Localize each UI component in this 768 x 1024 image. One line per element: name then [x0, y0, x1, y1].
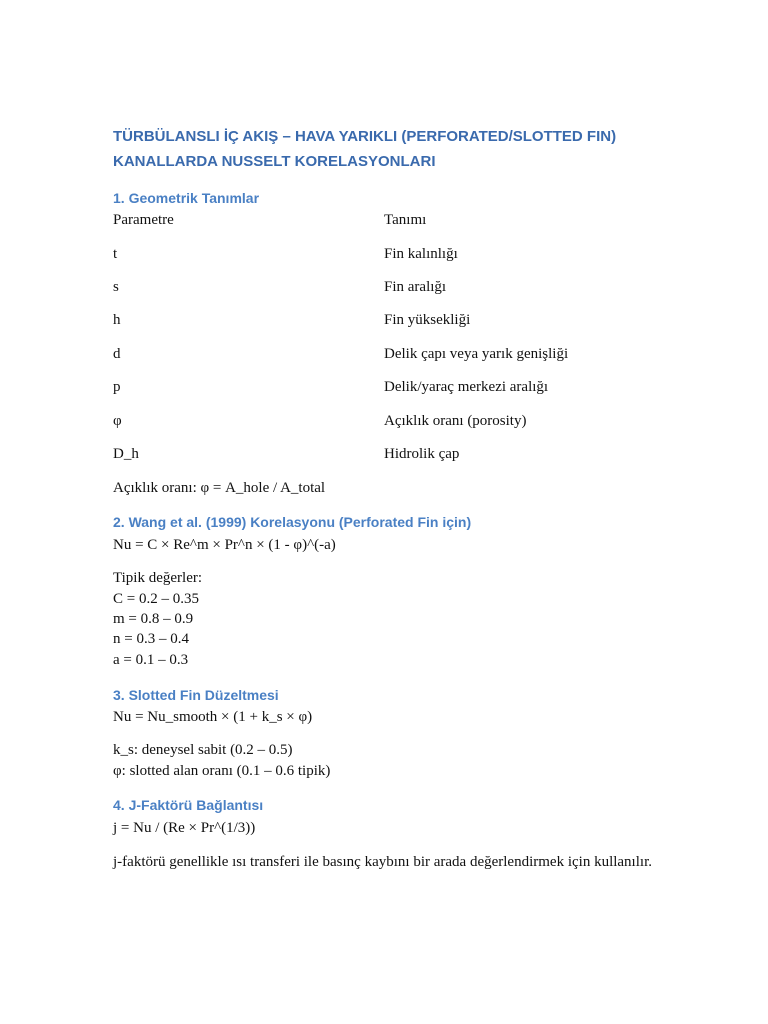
j-factor-formula: j = Nu / (Re × Pr^(1/3)): [113, 820, 256, 836]
typical-value: m = 0.8 – 0.9: [113, 611, 194, 627]
table-cell-definition: Açıklık oranı (porosity): [384, 413, 527, 429]
title-line-1: TÜRBÜLANSLI İÇ AKIŞ – HAVA YARIKLI (PERFORATED/SLOTTED FIN): [113, 128, 617, 145]
table-cell-definition: Hidrolik çap: [384, 446, 460, 462]
typical-value: C = 0.2 – 0.35: [113, 591, 199, 607]
table-cell-definition: Delik/yaraç merkezi aralığı: [384, 379, 549, 395]
section-1-heading: 1. Geometrik Tanımlar: [113, 190, 260, 206]
section-4-heading: 4. J-Faktörü Bağlantısı: [113, 797, 264, 813]
ks-definition: k_s: deneysel sabit (0.2 – 0.5): [113, 742, 293, 758]
porosity-note: Açıklık oranı: φ = A_hole / A_total: [113, 480, 326, 496]
table-cell-param: t: [113, 246, 118, 262]
typical-value: n = 0.3 – 0.4: [113, 631, 189, 647]
document-title: [113, 124, 616, 174]
table-cell-param: s: [113, 279, 119, 295]
phi-definition: φ: slotted alan oranı (0.1 – 0.6 tipik): [113, 763, 331, 779]
table-cell-definition: Fin kalınlığı: [384, 246, 458, 262]
table-header-definition: Tanımı: [384, 212, 427, 228]
table-cell-param: h: [113, 312, 121, 328]
table-cell-definition: Fin aralığı: [384, 279, 447, 295]
table-header-parameter: Parametre: [113, 212, 174, 228]
slotted-formula: Nu = Nu_smooth × (1 + k_s × φ): [113, 709, 313, 725]
table-cell-definition: Delik çapı veya yarık genişliği: [384, 346, 569, 362]
title-line-2: KANALLARDA NUSSELT KORELASYONLARI: [113, 153, 436, 170]
table-cell-param: φ: [113, 413, 122, 429]
j-factor-note: j-faktörü genellikle ısı transferi ile basınç kaybını bir arada değerlendirmek için kullanılır.: [113, 854, 652, 870]
section-3-heading: 3. Slotted Fin Düzeltmesi: [113, 687, 279, 703]
table-cell-param: d: [113, 346, 121, 362]
section-2-heading: 2. Wang et al. (1999) Korelasyonu (Perforated Fin için): [113, 514, 472, 530]
table-cell-definition: Fin yüksekliği: [384, 312, 471, 328]
table-cell-param: D_h: [113, 446, 139, 462]
wang-formula: Nu = C × Re^m × Pr^n × (1 - φ)^(-a): [113, 537, 336, 553]
typical-values-label: Tipik değerler:: [113, 570, 203, 586]
table-cell-param: p: [113, 379, 121, 395]
typical-value: a = 0.1 – 0.3: [113, 652, 189, 668]
